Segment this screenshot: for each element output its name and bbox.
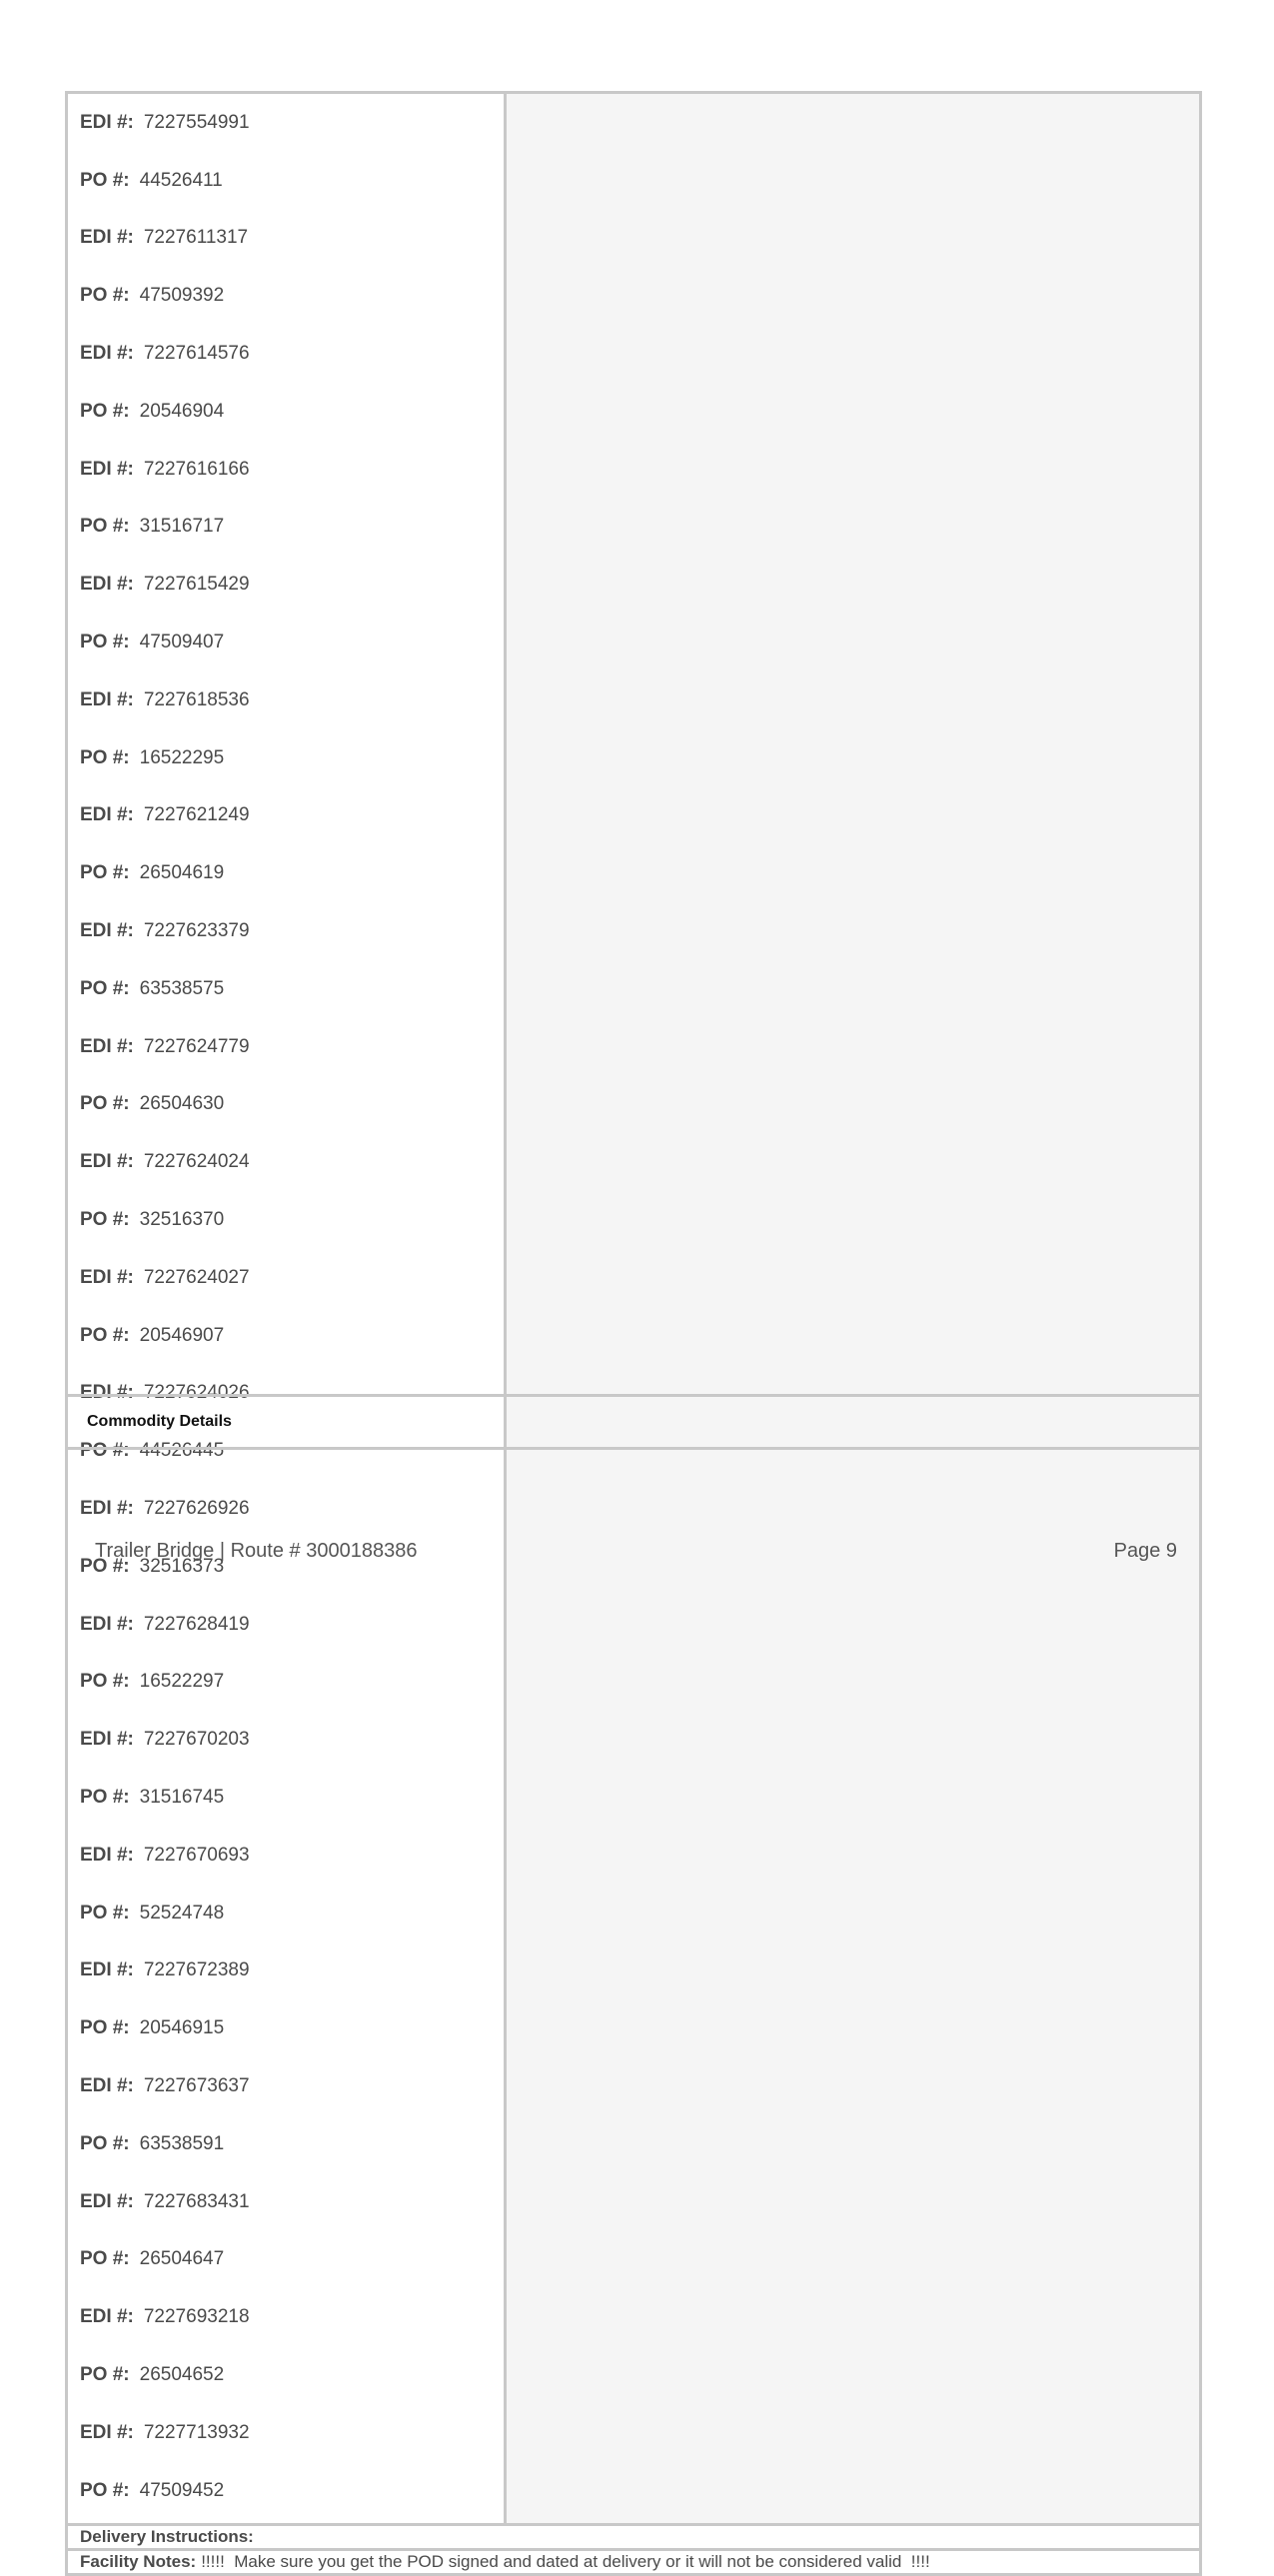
reference-label: EDI #: (80, 574, 134, 596)
reference-label: EDI #: (80, 458, 134, 480)
delivery-instructions-label: Delivery Instructions: (80, 2527, 254, 2547)
footer-page-number: Page 9 (1113, 1540, 1177, 1562)
reference-label: EDI #: (80, 1729, 134, 1751)
po-number-line (80, 729, 504, 787)
reference-value: 31516717 (139, 516, 225, 538)
reference-label: PO #: (80, 977, 130, 999)
reference-label: PO #: (80, 2363, 130, 2385)
reference-label: EDI #: (80, 2074, 134, 2096)
reference-label: PO #: (80, 746, 130, 768)
reference-label: PO #: (80, 1209, 130, 1231)
reference-value: 7227628419 (143, 1613, 250, 1635)
reference-label: PO #: (80, 2017, 130, 2039)
reference-label: EDI #: (80, 2190, 134, 2212)
edi-number-line (80, 1018, 504, 1076)
reference-label: EDI #: (80, 1382, 134, 1404)
edi-number-line (80, 1480, 504, 1538)
reference-value: 7227615429 (143, 574, 250, 596)
edi-number-line (80, 787, 504, 845)
reference-label: PO #: (80, 1324, 130, 1346)
reference-value: 7227621249 (143, 804, 250, 826)
reference-value: 7227624026 (143, 1382, 250, 1404)
reference-value: 7227618536 (143, 688, 250, 710)
po-number-line (80, 2230, 504, 2288)
edi-number-line (80, 2288, 504, 2346)
reference-label: EDI #: (80, 804, 134, 826)
reference-label: PO #: (80, 516, 130, 538)
reference-value: 20546904 (139, 400, 225, 422)
po-number-line (80, 499, 504, 557)
reference-label: EDI #: (80, 2421, 134, 2443)
edi-number-line (80, 441, 504, 499)
reference-value: 32516373 (139, 1555, 225, 1577)
footer-route-info: Trailer Bridge | Route # 3000188386 (95, 1540, 418, 1562)
reference-label: EDI #: (80, 2306, 134, 2328)
reference-label: PO #: (80, 1902, 130, 1924)
reference-label: PO #: (80, 2479, 130, 2501)
po-number-line (80, 1076, 504, 1134)
po-number-line (80, 383, 504, 441)
reference-label: PO #: (80, 1671, 130, 1693)
reference-label: PO #: (80, 285, 130, 307)
reference-value: 47509452 (139, 2479, 225, 2501)
reference-label: PO #: (80, 1440, 130, 1462)
facility-notes-text: !!!!! Make sure you get the POD signed and dated at delivery or it will not be considered valid !!!! (201, 2552, 930, 2572)
reference-label: EDI #: (80, 1959, 134, 1981)
reference-value: 32516370 (139, 1209, 225, 1231)
reference-value: 44526411 (139, 169, 223, 191)
reference-label: PO #: (80, 169, 130, 191)
reference-label: PO #: (80, 862, 130, 884)
reference-label: EDI #: (80, 688, 134, 710)
reference-value: 7227670693 (143, 1844, 250, 1866)
reference-label: EDI #: (80, 1151, 134, 1173)
reference-value: 7227614576 (143, 343, 250, 365)
commodity-details-section (65, 1394, 1202, 1450)
reference-value: 63538575 (139, 977, 225, 999)
reference-label: EDI #: (80, 1844, 134, 1866)
reference-value: 16522297 (139, 1671, 225, 1693)
reference-label: PO #: (80, 2248, 130, 2270)
stop-details-table (65, 91, 1202, 2576)
reference-value: 44526445 (139, 1440, 225, 1462)
po-number-line (80, 1191, 504, 1249)
reference-value: 52524748 (139, 1902, 225, 1924)
reference-value: 7227624024 (143, 1151, 250, 1173)
edi-number-line (80, 902, 504, 960)
po-number-line (80, 1885, 504, 1942)
po-number-line (80, 267, 504, 325)
reference-label: EDI #: (80, 111, 134, 133)
reference-value: 7227611317 (143, 227, 249, 249)
reference-label: PO #: (80, 632, 130, 653)
po-number-line (80, 1999, 504, 2057)
reference-label: PO #: (80, 1787, 130, 1808)
reference-value: 20546907 (139, 1324, 225, 1346)
reference-label: EDI #: (80, 343, 134, 365)
reference-label: EDI #: (80, 1266, 134, 1288)
empty-detail-cell (507, 94, 1199, 2523)
reference-value: 7227693218 (143, 2306, 250, 2328)
edi-number-line (80, 1711, 504, 1769)
reference-label: EDI #: (80, 920, 134, 942)
reference-label: EDI #: (80, 1035, 134, 1057)
reference-value: 26504647 (139, 2248, 225, 2270)
reference-value: 7227673637 (143, 2074, 250, 2096)
po-number-line (80, 960, 504, 1018)
reference-value: 7227626926 (143, 1498, 250, 1520)
edi-number-line (80, 1827, 504, 1885)
reference-value: 7227624027 (143, 1266, 250, 1288)
reference-label: EDI #: (80, 227, 134, 249)
po-number-line (80, 614, 504, 671)
po-number-line (80, 1307, 504, 1365)
reference-value: 7227670203 (143, 1729, 250, 1751)
edi-number-line (80, 325, 504, 383)
po-number-line (80, 2462, 504, 2520)
reference-value: 63538591 (139, 2132, 225, 2154)
reference-value: 31516745 (139, 1787, 225, 1808)
po-number-line (80, 1654, 504, 1712)
reference-label: EDI #: (80, 1613, 134, 1635)
edi-number-line (80, 94, 504, 152)
reference-value: 47509407 (139, 632, 225, 653)
reference-value: 7227623379 (143, 920, 250, 942)
delivery-instructions-row (68, 2526, 1199, 2551)
reference-label: PO #: (80, 2132, 130, 2154)
reference-value: 16522295 (139, 746, 225, 768)
reference-numbers-row (68, 94, 1199, 2526)
reference-value: 7227624779 (143, 1035, 250, 1057)
edi-number-line (80, 556, 504, 614)
edi-number-line (80, 2173, 504, 2231)
reference-value: 7227683431 (143, 2190, 250, 2212)
po-number-line (80, 844, 504, 902)
commodity-details-title: Commodity Details (87, 1413, 232, 1430)
reference-label: PO #: (80, 1555, 130, 1577)
reference-value: 26504619 (139, 862, 225, 884)
po-number-line (80, 152, 504, 210)
reference-value: 7227554991 (143, 111, 250, 133)
edi-number-line (80, 2404, 504, 2462)
reference-value: 7227672389 (143, 1959, 250, 1981)
facility-notes-row (68, 2551, 1199, 2573)
po-number-line (80, 2115, 504, 2173)
reference-numbers-list (68, 94, 507, 2523)
reference-value: 26504652 (139, 2363, 225, 2385)
reference-label: PO #: (80, 400, 130, 422)
edi-number-line (80, 2057, 504, 2115)
edi-number-line (80, 1133, 504, 1191)
edi-number-line (80, 1942, 504, 2000)
reference-value: 26504630 (139, 1093, 225, 1115)
reference-label: PO #: (80, 1093, 130, 1115)
po-number-line (80, 1769, 504, 1827)
edi-number-line (80, 1249, 504, 1307)
reference-value: 47509392 (139, 285, 225, 307)
reference-value: 7227616166 (143, 458, 250, 480)
edi-number-line (80, 1596, 504, 1654)
facility-notes-label: Facility Notes: (80, 2552, 197, 2572)
edi-number-line (80, 210, 504, 268)
edi-number-line (80, 671, 504, 729)
reference-label: EDI #: (80, 1498, 134, 1520)
po-number-line (80, 2346, 504, 2404)
reference-value: 20546915 (139, 2017, 225, 2039)
reference-value: 7227713932 (143, 2421, 250, 2443)
